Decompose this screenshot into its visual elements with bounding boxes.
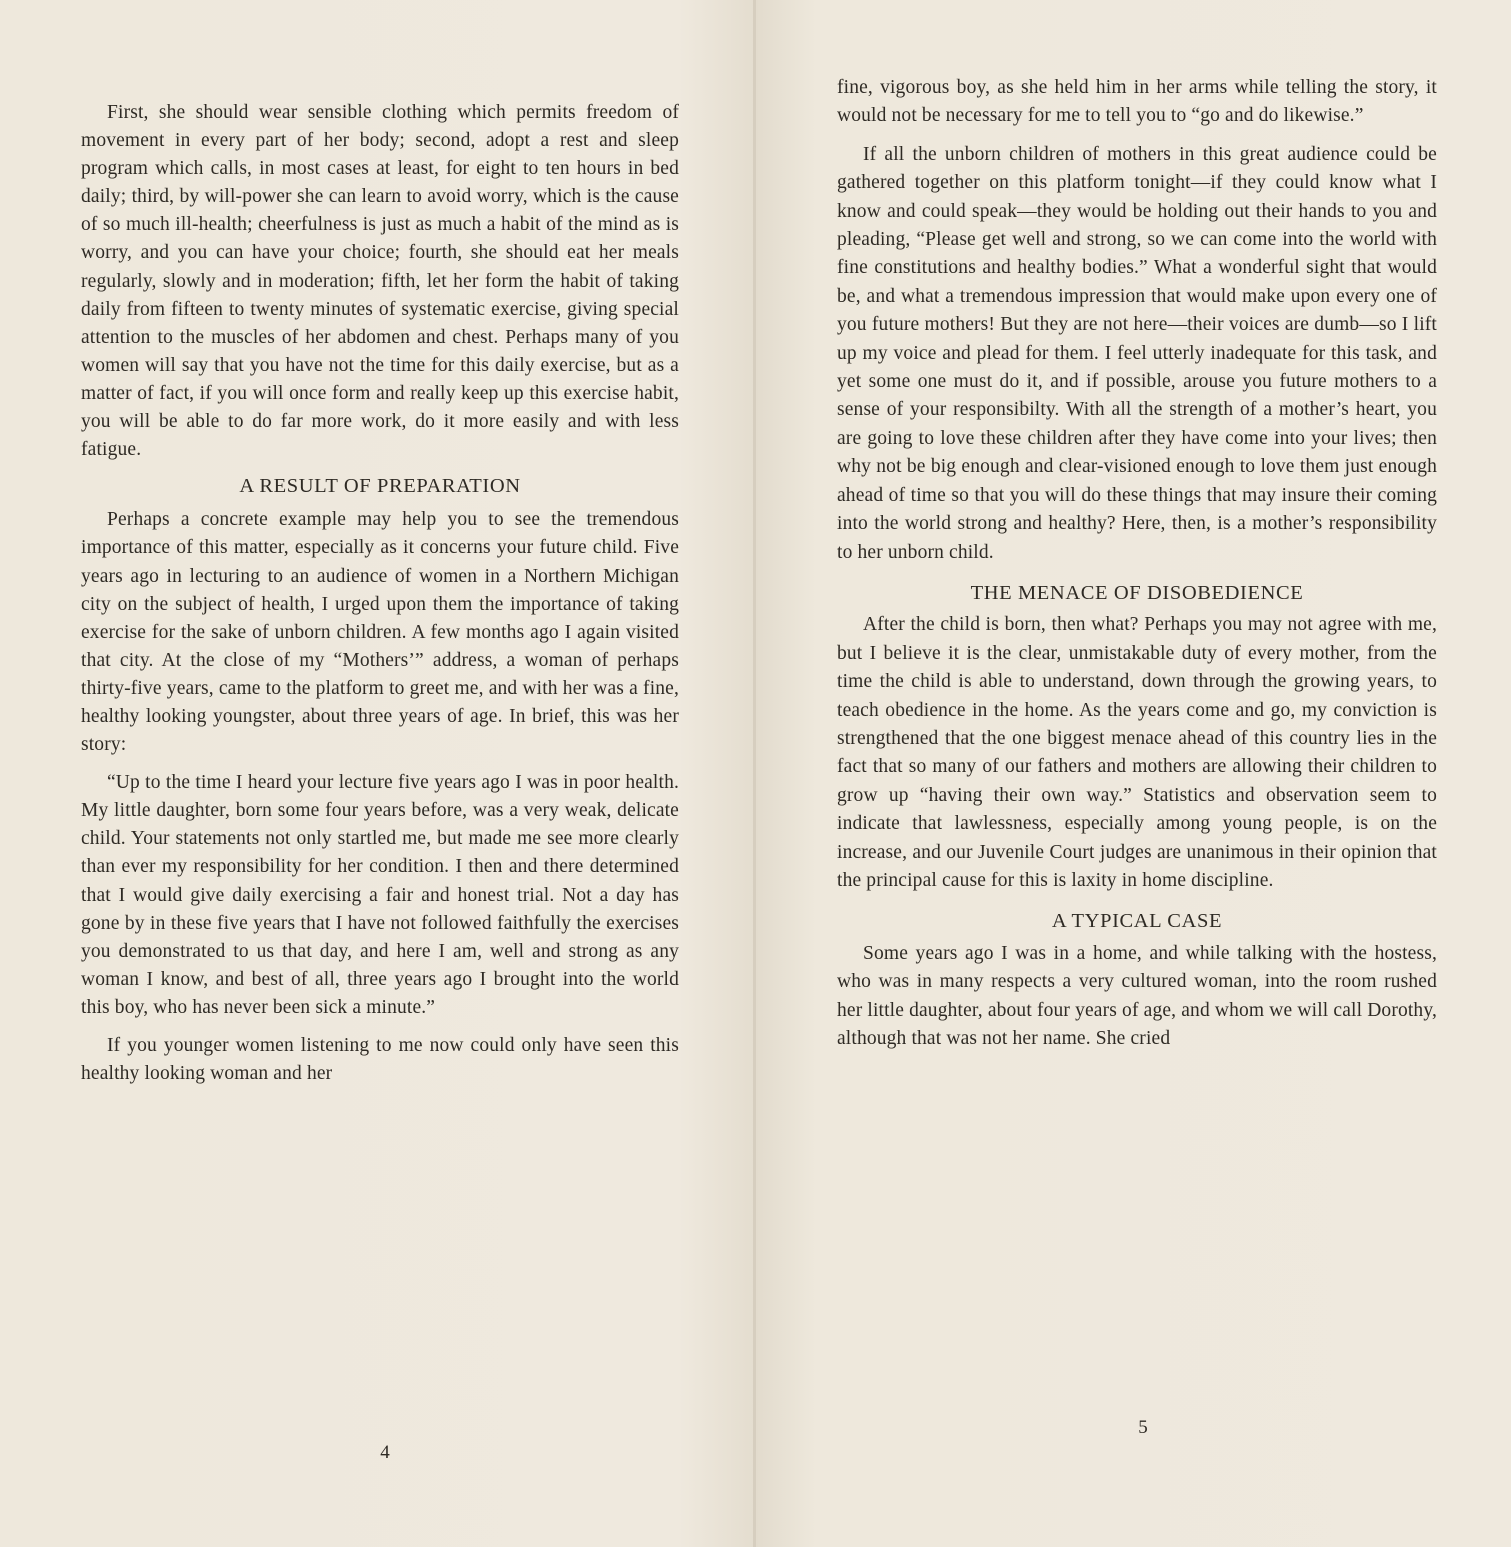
section-heading: A TYPICAL CASE (1051, 910, 1223, 933)
paragraph: First, she should wear sensible clothing which permits freedom of movement in every part of her body; second, adopt a rest and sleep program which calls, in most cases at least, for eight to ten hours in bed daily; third, by will-power she can learn to avoid worry, which is the cause of so much ill-health; cheerfulness is just as much a habit of the mind as is worry, and you can have your choice; fourth, she should eat her meals regularly, slowly and in moderation; fifth, let her form the habit of taking daily from fifteen to twenty minutes of systematic exercise, giving special attention to the muscles of her abdomen and chest. Perhaps many of you women will say that you have not the time for this daily exercise, but as a matter of fact, if you will once form and really keep up this exercise habit, you will be able to do far more work, do it more easily and with less fatigue. (81, 102, 679, 461)
left-page (0, 0, 754, 1547)
paragraph: Some years ago I was in a home, and while talking with the hostess, who was in many respects a very cultured woman, into the room rushed her little daughter, about four years of age, and whom we will call Dorothy, although that was not her name. She cried (837, 942, 1437, 1049)
paragraph: If you younger women listening to me now could only have seen this healthy looking woman and her (81, 1035, 679, 1085)
paragraph-quote: “Up to the time I heard your lecture five years ago I was in poor health. My little daughter, born some four years before, was a very weak, delicate child. Your statements not only startled me, but made me see more clearly than ever my responsibility for her condition. I then and there determined that I would give daily exercising a fair and honest trial. Not a day has gone by in these five years that I have not followed faithfully the exercises you demonstrated to us that day, and here I am, well and strong as any woman I know, and best of all, three years ago I brought into the world this boy, who has never been sick a minute.” (81, 772, 679, 1018)
paragraph: fine, vigorous boy, as she held him in her arms while telling the story, it would not be necessary for me to tell you to “go and do likewise.” (837, 77, 1437, 127)
right-text-column (837, 74, 1437, 1053)
paragraph: If all the unborn children of mothers in this great audience could be gathered together on this platform tonight—if they could know what I know and could speak—they would be holding out their hands to you and pleading, “Please get well and strong, so we can come into the world with fine constitutions and healthy bodies.” What a wonderful sight that would be, and what a tremendous impression that would make upon every one of you future mothers! But they are not here—their voices are dumb—so I lift up my voice and plead for them. I feel utterly inadequate for this task, and yet some one must do it, and if possible, arouse you future mothers to a sense of your responsibilty. With all the strength of a mother’s heart, you are going to love these children after they have come into your lives; then why not be big enough and clear-visioned enough to love them just enough ahead of time so that you will do these things that may insure their coming into the world strong and healthy? Here, then, is a mother’s responsibility to her unborn child. (837, 143, 1437, 563)
paragraph: After the child is born, then what? Perhaps you may not agree with me, but I believe it is the clear, unmistakable duty of every mother, from the time the child is able to understand, down through the growing years, to teach obedience in the home. As the years come and go, my conviction is strengthened that the one biggest menace ahead of this country lies in the fact that so many of our fathers and mothers are allowing their children to grow up “having their own way.” Statistics and observation seem to indicate that lawlessness, especially among young people, is on the increase, and our Juvenile Court judges are unanimous in their opinion that the principal cause for this is laxity in home discipline. (837, 614, 1437, 891)
left-text-column (81, 99, 679, 1088)
section-heading: A RESULT OF PREPARATION (239, 475, 521, 498)
page-number: 5 (1138, 1417, 1148, 1438)
right-page (756, 0, 1511, 1547)
page-number: 4 (380, 1442, 390, 1463)
section-heading: THE MENACE OF DISOBEDIENCE (970, 581, 1304, 604)
paragraph: Perhaps a concrete example may help you to see the tremendous importance of this matter, especially as it concerns your future child. Five years ago in lecturing to an audience of women in a Northern Michigan city on the subject of health, I urged upon them the importance of taking exercise for the sake of unborn children. A few months ago I again visited that city. At the close of my “Mothers’” address, a woman of perhaps thirty-five years, came to the platform to greet me, and with her was a fine, healthy looking youngster, about three years of age. In brief, this was her story: (81, 509, 679, 756)
